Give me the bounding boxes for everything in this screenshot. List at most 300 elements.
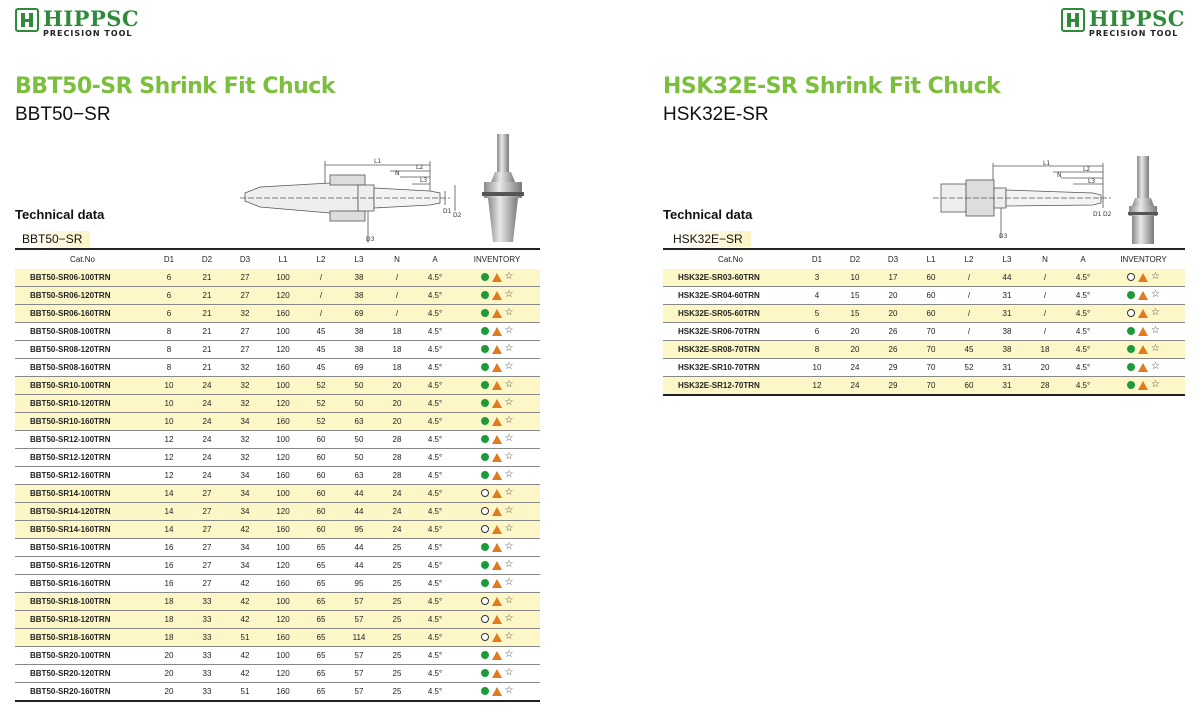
triangle-icon: [492, 543, 502, 552]
dim-l3-label: L3: [1088, 178, 1096, 185]
l2-cell: 65: [302, 575, 340, 593]
l3-cell: 69: [340, 359, 378, 377]
l3-cell: 38: [988, 323, 1026, 341]
column-header: L3: [354, 255, 364, 264]
inventory-cell: [454, 611, 540, 629]
d2-cell: 24: [188, 395, 226, 413]
table-header-row: [663, 249, 1185, 269]
d1-cell: 14: [150, 521, 188, 539]
l2-cell: 65: [302, 683, 340, 702]
column-header: N: [1042, 255, 1048, 264]
d1-cell: 8: [798, 341, 836, 359]
cat-no-cell: BBT50-SR12-160TRN: [15, 467, 150, 485]
dim-n-label: N: [395, 170, 400, 177]
star-icon: ☆: [1151, 343, 1160, 354]
l3-cell: 114: [340, 629, 378, 647]
triangle-icon: [492, 633, 502, 642]
star-icon: ☆: [504, 433, 514, 444]
d2-cell: 33: [188, 683, 226, 702]
d1-cell: 12: [150, 431, 188, 449]
d2-cell: 33: [188, 611, 226, 629]
inventory-cell: [454, 521, 540, 539]
a-cell: 4.5°: [1064, 287, 1102, 305]
l2-cell: /: [950, 287, 988, 305]
l2-cell: /: [950, 305, 988, 323]
table-row: [663, 359, 1185, 377]
technical-data-heading: Technical data: [15, 207, 105, 222]
l1-cell: 120: [264, 449, 302, 467]
inventory-cell: [454, 287, 540, 305]
hippsc-logo-icon: [1061, 8, 1085, 32]
l2-cell: /: [302, 305, 340, 323]
l3-cell: 44: [340, 485, 378, 503]
l3-cell: 31: [988, 359, 1026, 377]
triangle-icon: [1138, 381, 1148, 390]
inventory-cell: [1102, 323, 1185, 341]
d3-cell: 32: [226, 395, 264, 413]
d1-cell: 6: [150, 287, 188, 305]
cat-no-cell: BBT50-SR20-100TRN: [15, 647, 150, 665]
star-icon: ☆: [504, 613, 514, 624]
a-cell: 4.5°: [416, 485, 454, 503]
a-cell: 4.5°: [416, 449, 454, 467]
triangle-icon: [492, 291, 502, 300]
cat-no-cell: HSK32E-SR05-60TRN: [663, 305, 798, 323]
table-row: [15, 413, 540, 431]
inventory-cell: [454, 647, 540, 665]
l2-cell: 60: [302, 449, 340, 467]
l3-cell: 50: [340, 395, 378, 413]
cat-no-cell: BBT50-SR18-120TRN: [15, 611, 150, 629]
d2-cell: 24: [188, 431, 226, 449]
triangle-icon: [1138, 327, 1148, 336]
brand-tagline: PRECISION TOOL: [43, 29, 133, 38]
n-cell: /: [378, 305, 416, 323]
a-cell: 4.5°: [416, 341, 454, 359]
table-row: [15, 287, 540, 305]
bbt50-chuck-photo: [475, 130, 530, 250]
column-header: L1: [278, 255, 288, 264]
star-icon: ☆: [504, 685, 514, 696]
n-cell: 25: [378, 557, 416, 575]
l1-cell: 120: [264, 665, 302, 683]
n-cell: /: [1026, 287, 1064, 305]
inventory-cell: [454, 341, 540, 359]
in-stock-dot-icon: [1127, 327, 1135, 335]
n-cell: 18: [1026, 341, 1064, 359]
triangle-icon: [1138, 363, 1148, 372]
cat-no-cell: BBT50-SR10-100TRN: [15, 377, 150, 395]
inventory-cell: [454, 467, 540, 485]
d1-cell: 12: [150, 449, 188, 467]
d3-cell: 32: [226, 377, 264, 395]
table-row: [663, 341, 1185, 359]
d3-cell: 51: [226, 629, 264, 647]
l1-cell: 100: [264, 647, 302, 665]
star-icon: ☆: [504, 451, 514, 462]
l1-cell: 120: [264, 341, 302, 359]
d3-cell: 27: [226, 269, 264, 287]
a-cell: 4.5°: [416, 395, 454, 413]
in-stock-dot-icon: [481, 543, 489, 551]
triangle-icon: [492, 381, 502, 390]
l3-cell: 57: [340, 593, 378, 611]
a-cell: 4.5°: [416, 629, 454, 647]
table-row: [15, 539, 540, 557]
column-header: L1: [926, 255, 936, 264]
star-icon: ☆: [504, 541, 514, 552]
triangle-icon: [492, 345, 502, 354]
d3-cell: 32: [226, 359, 264, 377]
column-header: A: [432, 255, 438, 264]
table-row: [663, 305, 1185, 323]
table-row: [15, 503, 540, 521]
star-icon: ☆: [504, 577, 514, 588]
l1-cell: 70: [912, 323, 950, 341]
d2-cell: 27: [188, 503, 226, 521]
triangle-icon: [492, 309, 502, 318]
inventory-cell: [1102, 341, 1185, 359]
column-header: D1: [163, 255, 175, 264]
n-cell: /: [1026, 323, 1064, 341]
dim-n-label: N: [1057, 172, 1062, 179]
star-icon: ☆: [1151, 289, 1160, 300]
table-row: [15, 629, 540, 647]
in-stock-dot-icon: [1127, 345, 1135, 353]
d1-cell: 14: [150, 485, 188, 503]
a-cell: 4.5°: [416, 503, 454, 521]
column-header: L2: [316, 255, 326, 264]
n-cell: /: [1026, 269, 1064, 287]
d1-cell: 16: [150, 575, 188, 593]
table-row: [15, 611, 540, 629]
n-cell: 25: [378, 683, 416, 702]
d2-cell: 33: [188, 647, 226, 665]
a-cell: 4.5°: [416, 557, 454, 575]
a-cell: 4.5°: [416, 575, 454, 593]
out-of-stock-dot-icon: [481, 507, 489, 515]
d2-cell: 33: [188, 629, 226, 647]
d3-cell: 42: [226, 647, 264, 665]
a-cell: 4.5°: [416, 359, 454, 377]
n-cell: 28: [378, 449, 416, 467]
d1-cell: 10: [798, 359, 836, 377]
n-cell: 28: [378, 467, 416, 485]
l1-cell: 120: [264, 503, 302, 521]
star-icon: ☆: [504, 631, 514, 642]
triangle-icon: [492, 615, 502, 624]
cat-no-cell: BBT50-SR20-160TRN: [15, 683, 150, 702]
star-icon: ☆: [504, 307, 514, 318]
in-stock-dot-icon: [481, 471, 489, 479]
triangle-icon: [1138, 273, 1148, 282]
dim-l3-label: L3: [420, 177, 428, 184]
out-of-stock-dot-icon: [481, 489, 489, 497]
d2-cell: 24: [188, 449, 226, 467]
l2-cell: 52: [302, 413, 340, 431]
d2-cell: 27: [188, 575, 226, 593]
inventory-cell: [454, 269, 540, 287]
inventory-cell: [454, 395, 540, 413]
cat-no-cell: BBT50-SR08-100TRN: [15, 323, 150, 341]
inventory-cell: [454, 557, 540, 575]
l3-cell: 31: [988, 287, 1026, 305]
cat-no-cell: HSK32E-SR03-60TRN: [663, 269, 798, 287]
d3-cell: 27: [226, 341, 264, 359]
inventory-cell: [454, 413, 540, 431]
l2-cell: 52: [950, 359, 988, 377]
l2-cell: 45: [302, 323, 340, 341]
column-header: D3: [239, 255, 251, 264]
d3-cell: 27: [226, 287, 264, 305]
cat-no-cell: BBT50-SR18-160TRN: [15, 629, 150, 647]
inventory-cell: [454, 593, 540, 611]
l1-cell: 160: [264, 683, 302, 702]
l2-cell: 65: [302, 629, 340, 647]
l2-cell: 45: [302, 359, 340, 377]
l2-cell: 65: [302, 557, 340, 575]
triangle-icon: [492, 417, 502, 426]
l3-cell: 44: [340, 557, 378, 575]
d1-cell: 6: [150, 269, 188, 287]
a-cell: 4.5°: [1064, 341, 1102, 359]
product-subtitle: BBT50−SR: [15, 104, 111, 125]
cat-no-cell: HSK32E-SR08-70TRN: [663, 341, 798, 359]
out-of-stock-dot-icon: [481, 525, 489, 533]
l3-cell: 69: [340, 305, 378, 323]
column-header: Cat.No: [718, 255, 743, 264]
n-cell: 25: [378, 611, 416, 629]
star-icon: ☆: [504, 523, 514, 534]
l3-cell: 50: [340, 377, 378, 395]
triangle-icon: [492, 597, 502, 606]
inventory-cell: [454, 431, 540, 449]
d2-cell: 24: [188, 377, 226, 395]
a-cell: 4.5°: [416, 287, 454, 305]
column-header: Cat.No: [70, 255, 95, 264]
a-cell: 4.5°: [416, 431, 454, 449]
d3-cell: 32: [226, 431, 264, 449]
hsk32e-spec-table: [663, 248, 1185, 396]
column-header: N: [394, 255, 400, 264]
d2-cell: 24: [836, 359, 874, 377]
n-cell: 20: [378, 395, 416, 413]
l3-cell: 38: [340, 341, 378, 359]
column-header: D2: [849, 255, 861, 264]
n-cell: 24: [378, 521, 416, 539]
brand-tagline: PRECISION TOOL: [1088, 29, 1179, 38]
n-cell: 25: [378, 665, 416, 683]
inventory-cell: [454, 323, 540, 341]
d1-cell: 4: [798, 287, 836, 305]
cat-no-cell: HSK32E-SR10-70TRN: [663, 359, 798, 377]
l1-cell: 100: [264, 377, 302, 395]
cat-no-cell: BBT50-SR18-100TRN: [15, 593, 150, 611]
table-row: [663, 323, 1185, 341]
table-header-row: [15, 249, 540, 269]
inventory-cell: [1102, 269, 1185, 287]
cat-no-cell: BBT50-SR08-120TRN: [15, 341, 150, 359]
l2-cell: 52: [302, 377, 340, 395]
product-subtitle: HSK32E-SR: [663, 104, 769, 125]
n-cell: /: [378, 287, 416, 305]
star-icon: ☆: [504, 289, 514, 300]
dim-d3-label: D3: [999, 233, 1008, 240]
d1-cell: 6: [150, 305, 188, 323]
n-cell: 20: [1026, 359, 1064, 377]
in-stock-dot-icon: [481, 687, 489, 695]
d2-cell: 24: [188, 413, 226, 431]
d1-cell: 18: [150, 629, 188, 647]
in-stock-dot-icon: [481, 453, 489, 461]
star-icon: ☆: [504, 271, 514, 282]
table-row: [15, 359, 540, 377]
in-stock-dot-icon: [481, 435, 489, 443]
n-cell: 25: [378, 593, 416, 611]
d2-cell: 21: [188, 305, 226, 323]
inventory-cell: [1102, 305, 1185, 323]
table-row: [15, 269, 540, 287]
d2-cell: 21: [188, 269, 226, 287]
cat-no-cell: HSK32E-SR06-70TRN: [663, 323, 798, 341]
a-cell: 4.5°: [1064, 305, 1102, 323]
in-stock-dot-icon: [481, 363, 489, 371]
triangle-icon: [492, 669, 502, 678]
star-icon: ☆: [504, 559, 514, 570]
triangle-icon: [492, 489, 502, 498]
l2-cell: 45: [950, 341, 988, 359]
l3-cell: 44: [340, 503, 378, 521]
brand-name: HIPPSC: [1088, 6, 1185, 31]
d3-cell: 26: [874, 341, 912, 359]
in-stock-dot-icon: [481, 417, 489, 425]
d2-cell: 33: [188, 665, 226, 683]
l1-cell: 160: [264, 413, 302, 431]
l1-cell: 120: [264, 611, 302, 629]
l2-cell: 60: [302, 431, 340, 449]
inventory-cell: [454, 665, 540, 683]
bbt50-technical-drawing: [240, 155, 475, 247]
l3-cell: 95: [340, 575, 378, 593]
in-stock-dot-icon: [1127, 363, 1135, 371]
bbt50-spec-table: [15, 248, 540, 702]
cat-no-cell: BBT50-SR16-120TRN: [15, 557, 150, 575]
l3-cell: 63: [340, 467, 378, 485]
a-cell: 4.5°: [1064, 323, 1102, 341]
inventory-cell: [454, 629, 540, 647]
l1-cell: 120: [264, 287, 302, 305]
triangle-icon: [1138, 291, 1148, 300]
d2-cell: 21: [188, 341, 226, 359]
triangle-icon: [492, 399, 502, 408]
table-row: [15, 323, 540, 341]
a-cell: 4.5°: [416, 683, 454, 702]
l2-cell: /: [302, 269, 340, 287]
d1-cell: 6: [798, 323, 836, 341]
in-stock-dot-icon: [1127, 381, 1135, 389]
a-cell: 4.5°: [416, 665, 454, 683]
l2-cell: /: [950, 269, 988, 287]
inventory-cell: [454, 305, 540, 323]
star-icon: ☆: [1151, 307, 1160, 318]
triangle-icon: [492, 687, 502, 696]
star-icon: ☆: [504, 487, 514, 498]
d3-cell: 34: [226, 539, 264, 557]
in-stock-dot-icon: [481, 669, 489, 677]
a-cell: 4.5°: [416, 647, 454, 665]
l1-cell: 70: [912, 359, 950, 377]
in-stock-dot-icon: [481, 345, 489, 353]
l1-cell: 100: [264, 485, 302, 503]
in-stock-dot-icon: [481, 579, 489, 587]
a-cell: 4.5°: [416, 539, 454, 557]
n-cell: 20: [378, 413, 416, 431]
out-of-stock-dot-icon: [481, 597, 489, 605]
d2-cell: 20: [836, 341, 874, 359]
out-of-stock-dot-icon: [481, 633, 489, 641]
d2-cell: 27: [188, 521, 226, 539]
dim-d3-label: D3: [366, 236, 375, 243]
in-stock-dot-icon: [481, 273, 489, 281]
column-header: A: [1080, 255, 1086, 264]
dim-d2-label: D2: [1103, 211, 1112, 218]
column-header: L2: [964, 255, 974, 264]
d2-cell: 10: [836, 269, 874, 287]
d3-cell: 29: [874, 377, 912, 396]
d1-cell: 8: [150, 341, 188, 359]
d3-cell: 20: [874, 287, 912, 305]
l3-cell: 31: [988, 305, 1026, 323]
l3-cell: 50: [340, 449, 378, 467]
d1-cell: 20: [150, 683, 188, 702]
column-header: D1: [811, 255, 823, 264]
l1-cell: 160: [264, 359, 302, 377]
star-icon: ☆: [504, 325, 514, 336]
inventory-cell: [454, 377, 540, 395]
table-row: [15, 557, 540, 575]
star-icon: ☆: [1151, 361, 1160, 372]
table-row: [15, 683, 540, 702]
dim-l2-label: L2: [416, 164, 424, 171]
star-icon: ☆: [504, 361, 514, 372]
out-of-stock-dot-icon: [1127, 309, 1135, 317]
l3-cell: 57: [340, 647, 378, 665]
out-of-stock-dot-icon: [1127, 273, 1135, 281]
d3-cell: 27: [226, 323, 264, 341]
technical-data-heading: Technical data: [663, 207, 753, 222]
d1-cell: 18: [150, 593, 188, 611]
l2-cell: 65: [302, 611, 340, 629]
a-cell: 4.5°: [416, 413, 454, 431]
star-icon: ☆: [504, 505, 514, 516]
cat-no-cell: BBT50-SR14-160TRN: [15, 521, 150, 539]
l2-cell: 45: [302, 341, 340, 359]
d2-cell: 21: [188, 287, 226, 305]
d1-cell: 14: [150, 503, 188, 521]
d1-cell: 16: [150, 557, 188, 575]
l3-cell: 38: [340, 269, 378, 287]
in-stock-dot-icon: [481, 309, 489, 317]
l1-cell: 60: [912, 305, 950, 323]
brand-logo: [15, 8, 139, 38]
n-cell: 24: [378, 485, 416, 503]
table-row: [15, 647, 540, 665]
cat-no-cell: BBT50-SR14-100TRN: [15, 485, 150, 503]
inventory-cell: [454, 359, 540, 377]
triangle-icon: [492, 471, 502, 480]
d3-cell: 26: [874, 323, 912, 341]
triangle-icon: [492, 273, 502, 282]
